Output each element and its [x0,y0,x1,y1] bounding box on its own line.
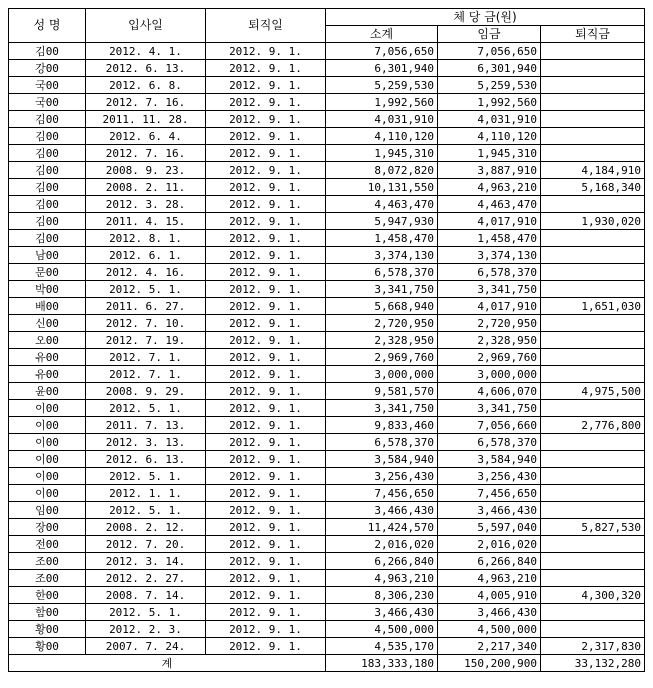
cell-subtotal: 5,947,930 [326,213,438,230]
cell-wage: 3,584,940 [438,451,541,468]
cell-join-date: 2011. 11. 28. [86,111,206,128]
cell-subtotal: 3,341,750 [326,281,438,298]
cell-name: 한00 [9,587,86,604]
cell-name: 문00 [9,264,86,281]
cell-severance [541,128,645,145]
cell-wage: 4,463,470 [438,196,541,213]
cell-join-date: 2012. 7. 10. [86,315,206,332]
cell-wage: 1,458,470 [438,230,541,247]
cell-join-date: 2012. 5. 1. [86,281,206,298]
table-row [9,553,645,570]
cell-wage: 3,341,750 [438,400,541,417]
table-row [9,230,645,247]
cell-name: 김00 [9,128,86,145]
cell-subtotal: 4,110,120 [326,128,438,145]
cell-wage: 3,000,000 [438,366,541,383]
cell-leave-date: 2012. 9. 1. [206,230,326,247]
cell-severance: 4,300,320 [541,587,645,604]
table-row [9,179,645,196]
cell-wage: 6,578,370 [438,264,541,281]
cell-severance [541,94,645,111]
cell-wage: 4,005,910 [438,587,541,604]
cell-severance [541,77,645,94]
cell-subtotal: 9,833,460 [326,417,438,434]
cell-name: 황00 [9,638,86,655]
table-row [9,502,645,519]
cell-severance: 2,776,800 [541,417,645,434]
cell-name: 이00 [9,468,86,485]
header-join-date: 입사일 [86,9,206,43]
cell-leave-date: 2012. 9. 1. [206,485,326,502]
cell-join-date: 2012. 5. 1. [86,400,206,417]
cell-join-date: 2012. 6. 13. [86,60,206,77]
cell-wage: 3,341,750 [438,281,541,298]
cell-subtotal: 7,456,650 [326,485,438,502]
cell-join-date: 2012. 5. 1. [86,502,206,519]
cell-wage: 4,031,910 [438,111,541,128]
cell-subtotal: 2,016,020 [326,536,438,553]
cell-leave-date: 2012. 9. 1. [206,638,326,655]
cell-severance [541,604,645,621]
cell-join-date: 2012. 4. 1. [86,43,206,60]
table-row [9,417,645,434]
cell-subtotal: 10,131,550 [326,179,438,196]
table-row [9,332,645,349]
cell-name: 조00 [9,570,86,587]
cell-leave-date: 2012. 9. 1. [206,60,326,77]
cell-severance: 2,317,830 [541,638,645,655]
cell-wage: 7,056,650 [438,43,541,60]
cell-subtotal: 2,328,950 [326,332,438,349]
cell-severance: 5,827,530 [541,519,645,536]
header-severance: 퇴직금 [541,26,645,43]
table-row [9,604,645,621]
cell-severance [541,281,645,298]
cell-leave-date: 2012. 9. 1. [206,468,326,485]
cell-wage: 7,456,650 [438,485,541,502]
cell-severance [541,502,645,519]
arrears-table [8,8,645,672]
cell-join-date: 2012. 3. 28. [86,196,206,213]
cell-wage: 4,963,210 [438,570,541,587]
cell-severance [541,485,645,502]
table-row [9,145,645,162]
table-row [9,434,645,451]
cell-severance [541,230,645,247]
cell-leave-date: 2012. 9. 1. [206,77,326,94]
cell-wage: 5,597,040 [438,519,541,536]
cell-join-date: 2011. 4. 15. [86,213,206,230]
cell-wage: 5,259,530 [438,77,541,94]
table-footer [9,655,645,672]
cell-severance [541,366,645,383]
cell-name: 김00 [9,213,86,230]
cell-leave-date: 2012. 9. 1. [206,519,326,536]
cell-name: 김00 [9,43,86,60]
cell-join-date: 2008. 9. 23. [86,162,206,179]
table-row [9,281,645,298]
cell-wage: 2,969,760 [438,349,541,366]
table-header [9,9,645,43]
table-row [9,213,645,230]
cell-severance [541,570,645,587]
cell-join-date: 2012. 6. 13. [86,451,206,468]
cell-leave-date: 2012. 9. 1. [206,196,326,213]
cell-leave-date: 2012. 9. 1. [206,366,326,383]
cell-name: 이00 [9,400,86,417]
table-row [9,264,645,281]
cell-name: 이00 [9,417,86,434]
cell-leave-date: 2012. 9. 1. [206,111,326,128]
cell-name: 배00 [9,298,86,315]
cell-join-date: 2012. 5. 1. [86,604,206,621]
cell-leave-date: 2012. 9. 1. [206,179,326,196]
table-row [9,638,645,655]
cell-subtotal: 6,578,370 [326,434,438,451]
cell-leave-date: 2012. 9. 1. [206,281,326,298]
cell-subtotal: 3,341,750 [326,400,438,417]
total-row [9,655,645,672]
cell-name: 신00 [9,315,86,332]
total-wage: 150,200,900 [438,655,541,672]
cell-name: 김00 [9,162,86,179]
cell-severance [541,451,645,468]
cell-leave-date: 2012. 9. 1. [206,247,326,264]
cell-join-date: 2012. 7. 16. [86,145,206,162]
cell-leave-date: 2012. 9. 1. [206,332,326,349]
cell-subtotal: 4,500,000 [326,621,438,638]
total-label: 계 [9,655,326,672]
cell-wage: 3,256,430 [438,468,541,485]
cell-name: 유00 [9,349,86,366]
cell-severance [541,536,645,553]
cell-name: 오00 [9,332,86,349]
table-row [9,128,645,145]
cell-wage: 3,466,430 [438,502,541,519]
cell-severance [541,315,645,332]
cell-wage: 1,945,310 [438,145,541,162]
cell-name: 김00 [9,179,86,196]
cell-join-date: 2012. 7. 19. [86,332,206,349]
cell-join-date: 2012. 6. 8. [86,77,206,94]
cell-leave-date: 2012. 9. 1. [206,502,326,519]
cell-wage: 4,017,910 [438,298,541,315]
cell-leave-date: 2012. 9. 1. [206,400,326,417]
cell-leave-date: 2012. 9. 1. [206,43,326,60]
header-subtotal: 소계 [326,26,438,43]
cell-join-date: 2011. 7. 13. [86,417,206,434]
cell-join-date: 2012. 6. 4. [86,128,206,145]
cell-wage: 4,500,000 [438,621,541,638]
cell-subtotal: 4,535,170 [326,638,438,655]
cell-join-date: 2012. 5. 1. [86,468,206,485]
cell-name: 남00 [9,247,86,264]
cell-leave-date: 2012. 9. 1. [206,587,326,604]
cell-join-date: 2008. 9. 29. [86,383,206,400]
header-name: 성 명 [9,9,86,43]
cell-name: 김00 [9,196,86,213]
cell-wage: 1,992,560 [438,94,541,111]
cell-leave-date: 2012. 9. 1. [206,145,326,162]
cell-join-date: 2012. 7. 1. [86,349,206,366]
cell-severance: 1,651,030 [541,298,645,315]
cell-severance: 5,168,340 [541,179,645,196]
table-row [9,196,645,213]
cell-name: 유00 [9,366,86,383]
table-row [9,468,645,485]
cell-join-date: 2012. 2. 27. [86,570,206,587]
table-row [9,77,645,94]
cell-join-date: 2012. 1. 1. [86,485,206,502]
cell-join-date: 2008. 7. 14. [86,587,206,604]
cell-severance [541,400,645,417]
cell-join-date: 2007. 7. 24. [86,638,206,655]
cell-severance: 1,930,020 [541,213,645,230]
cell-leave-date: 2012. 9. 1. [206,315,326,332]
cell-join-date: 2012. 7. 16. [86,94,206,111]
cell-subtotal: 1,992,560 [326,94,438,111]
cell-severance: 4,184,910 [541,162,645,179]
cell-wage: 7,056,660 [438,417,541,434]
cell-name: 함00 [9,604,86,621]
cell-severance [541,621,645,638]
cell-severance [541,332,645,349]
cell-subtotal: 5,668,940 [326,298,438,315]
cell-name: 임00 [9,502,86,519]
cell-severance [541,43,645,60]
cell-subtotal: 1,458,470 [326,230,438,247]
cell-name: 장00 [9,519,86,536]
table-row [9,570,645,587]
total-subtotal: 183,333,180 [326,655,438,672]
cell-subtotal: 6,301,940 [326,60,438,77]
table-row [9,247,645,264]
table-row [9,519,645,536]
cell-name: 김00 [9,145,86,162]
cell-name: 전00 [9,536,86,553]
table-row [9,43,645,60]
table-row [9,451,645,468]
cell-wage: 2,217,340 [438,638,541,655]
cell-join-date: 2012. 7. 20. [86,536,206,553]
cell-wage: 3,887,910 [438,162,541,179]
cell-wage: 4,606,070 [438,383,541,400]
cell-severance [541,145,645,162]
cell-subtotal: 2,720,950 [326,315,438,332]
cell-join-date: 2012. 3. 13. [86,434,206,451]
cell-join-date: 2012. 3. 14. [86,553,206,570]
header-wage: 임금 [438,26,541,43]
cell-join-date: 2012. 8. 1. [86,230,206,247]
table-row [9,298,645,315]
cell-leave-date: 2012. 9. 1. [206,604,326,621]
cell-subtotal: 3,256,430 [326,468,438,485]
cell-subtotal: 3,584,940 [326,451,438,468]
cell-name: 김00 [9,230,86,247]
cell-join-date: 2012. 7. 1. [86,366,206,383]
cell-severance [541,111,645,128]
cell-subtotal: 4,031,910 [326,111,438,128]
cell-leave-date: 2012. 9. 1. [206,451,326,468]
cell-subtotal: 4,963,210 [326,570,438,587]
cell-name: 이00 [9,434,86,451]
cell-leave-date: 2012. 9. 1. [206,570,326,587]
cell-wage: 2,016,020 [438,536,541,553]
table-row [9,349,645,366]
cell-subtotal: 11,424,570 [326,519,438,536]
cell-join-date: 2008. 2. 12. [86,519,206,536]
cell-name: 황00 [9,621,86,638]
cell-wage: 4,963,210 [438,179,541,196]
cell-leave-date: 2012. 9. 1. [206,264,326,281]
table-row [9,383,645,400]
cell-wage: 6,266,840 [438,553,541,570]
table-wrapper [8,8,645,672]
cell-subtotal: 7,056,650 [326,43,438,60]
cell-leave-date: 2012. 9. 1. [206,128,326,145]
table-row [9,111,645,128]
header-arrears: 체 당 금(원) [326,9,645,26]
cell-leave-date: 2012. 9. 1. [206,298,326,315]
table-row [9,315,645,332]
cell-severance [541,468,645,485]
cell-wage: 3,466,430 [438,604,541,621]
cell-wage: 6,578,370 [438,434,541,451]
cell-name: 박00 [9,281,86,298]
cell-leave-date: 2012. 9. 1. [206,349,326,366]
table-row [9,485,645,502]
cell-join-date: 2012. 4. 16. [86,264,206,281]
cell-subtotal: 3,374,130 [326,247,438,264]
cell-wage: 2,720,950 [438,315,541,332]
cell-subtotal: 8,072,820 [326,162,438,179]
cell-join-date: 2011. 6. 27. [86,298,206,315]
table-row [9,621,645,638]
cell-subtotal: 4,463,470 [326,196,438,213]
cell-subtotal: 9,581,570 [326,383,438,400]
table-row [9,536,645,553]
cell-subtotal: 2,969,760 [326,349,438,366]
total-severance: 33,132,280 [541,655,645,672]
table-row [9,162,645,179]
cell-name: 강00 [9,60,86,77]
cell-join-date: 2012. 2. 3. [86,621,206,638]
cell-leave-date: 2012. 9. 1. [206,383,326,400]
cell-name: 국00 [9,94,86,111]
header-row-1 [9,9,645,26]
cell-name: 이00 [9,451,86,468]
cell-subtotal: 1,945,310 [326,145,438,162]
cell-severance [541,264,645,281]
cell-leave-date: 2012. 9. 1. [206,162,326,179]
cell-leave-date: 2012. 9. 1. [206,553,326,570]
cell-severance [541,196,645,213]
table-row [9,587,645,604]
cell-severance [541,349,645,366]
table-row [9,94,645,111]
cell-severance [541,247,645,264]
cell-severance [541,553,645,570]
cell-wage: 6,301,940 [438,60,541,77]
cell-subtotal: 3,466,430 [326,604,438,621]
cell-name: 조00 [9,553,86,570]
cell-join-date: 2008. 2. 11. [86,179,206,196]
cell-subtotal: 6,578,370 [326,264,438,281]
cell-leave-date: 2012. 9. 1. [206,213,326,230]
cell-wage: 4,110,120 [438,128,541,145]
header-leave-date: 퇴직일 [206,9,326,43]
cell-leave-date: 2012. 9. 1. [206,536,326,553]
cell-leave-date: 2012. 9. 1. [206,621,326,638]
cell-subtotal: 3,466,430 [326,502,438,519]
cell-subtotal: 5,259,530 [326,77,438,94]
cell-name: 김00 [9,111,86,128]
table-row [9,366,645,383]
table-row [9,400,645,417]
table-body [9,43,645,655]
cell-severance [541,60,645,77]
cell-leave-date: 2012. 9. 1. [206,434,326,451]
cell-name: 국00 [9,77,86,94]
cell-subtotal: 3,000,000 [326,366,438,383]
cell-name: 이00 [9,485,86,502]
cell-join-date: 2012. 6. 1. [86,247,206,264]
cell-severance: 4,975,500 [541,383,645,400]
cell-subtotal: 6,266,840 [326,553,438,570]
cell-wage: 3,374,130 [438,247,541,264]
table-row [9,60,645,77]
cell-wage: 4,017,910 [438,213,541,230]
cell-leave-date: 2012. 9. 1. [206,94,326,111]
cell-wage: 2,328,950 [438,332,541,349]
cell-subtotal: 8,306,230 [326,587,438,604]
cell-leave-date: 2012. 9. 1. [206,417,326,434]
cell-severance [541,434,645,451]
cell-name: 윤00 [9,383,86,400]
